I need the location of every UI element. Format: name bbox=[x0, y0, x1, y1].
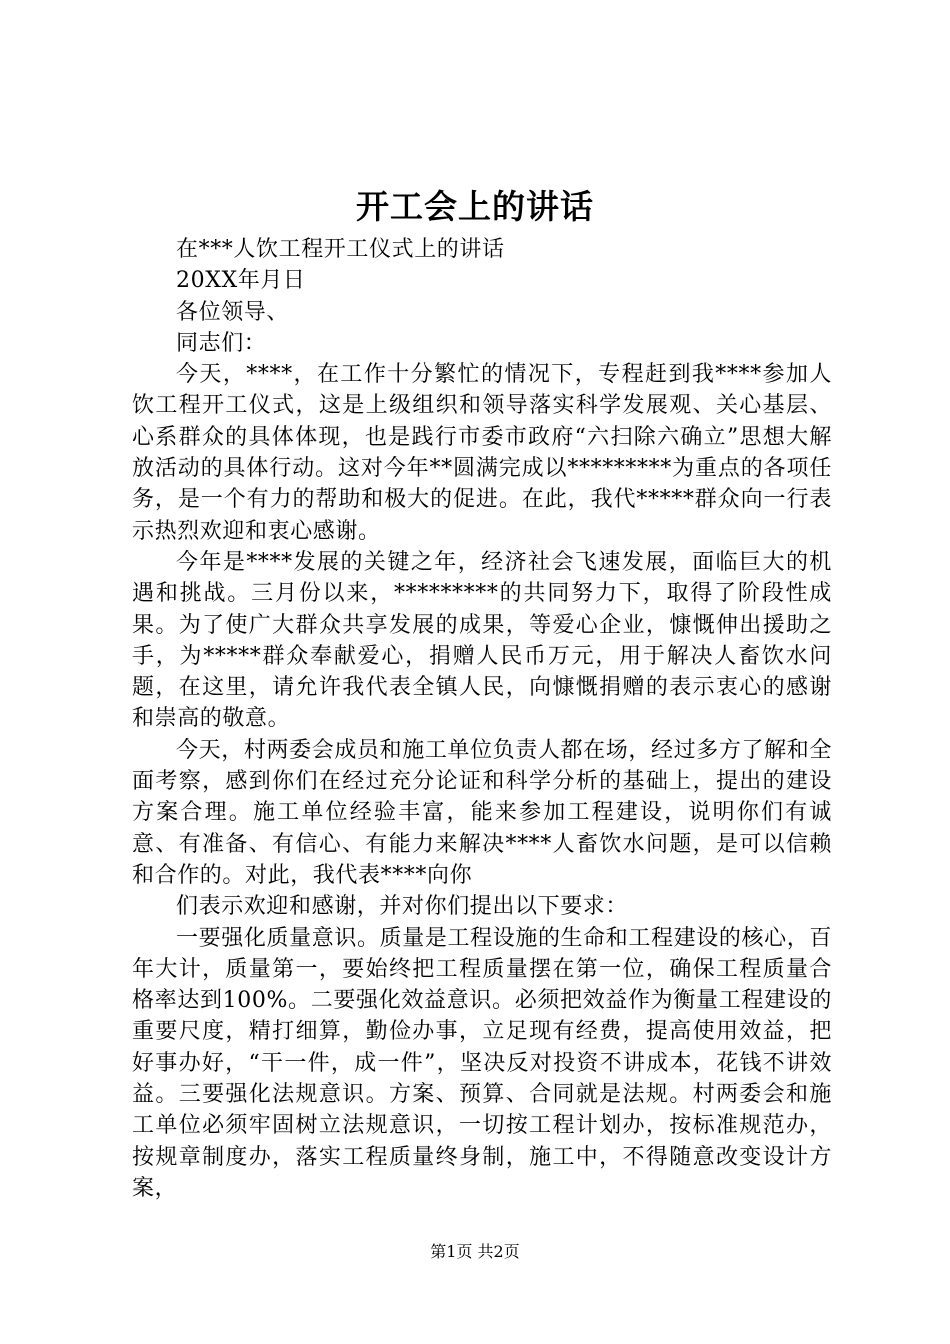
paragraph: 们表示欢迎和感谢，并对你们提出以下要求： bbox=[176, 894, 629, 920]
page-footer: 第1页 共2页 bbox=[430, 1242, 520, 1261]
salutation-line-2: 同志们： bbox=[176, 330, 267, 356]
paragraph: 今年是****发展的关键之年，经济社会飞速发展，面临巨大的机遇和挑战。三月份以来，*********的共同努力下，取得了阶段性成果。为了使广大群众共享发展的成果，等爱心企业，慷慨伸出援助之手，为*****群众奉献爱心，捐赠人民币万元，用于解决人畜饮水问题，在这里，请允许我代表全镇人民，向慷慨捐赠的表示衷心的感谢和崇高的敬意。 bbox=[132, 549, 832, 732]
document-body bbox=[132, 234, 832, 1204]
speech-date: 20XX年月日 bbox=[176, 268, 306, 294]
paragraph: 一要强化质量意识。质量是工程设施的生命和工程建设的核心，百年大计，质量第一，要始终把工程质量摆在第一位，确保工程质量合格率达到100%。二要强化效益意识。必须把效益作为衡量工程建设的重要尺度，精打细算，勤俭办事，立足现有经费，提高使用效益，把好事办好，“干一件，成一件”，坚决反对投资不讲成本，花钱不讲效益。三要强化法规意识。方案、预算、合同就是法规。村两委会和施工单位必须牢固树立法规意识，一切按工程计划办，按标准规范办，按规章制度办，落实工程质量终身制，施工中，不得随意改变设计方案， bbox=[132, 925, 832, 1201]
document-title: 开工会上的讲话 bbox=[356, 187, 594, 226]
paragraph: 今天，****，在工作十分繁忙的情况下，专程赶到我****参加人饮工程开工仪式，这是上级组织和领导落实科学发展观、关心基层、心系群众的具体体现，也是践行市委市政府“六扫除六确立”思想大解放活动的具体行动。这对今年**圆满完成以*********为重点的各项任务，是一个有力的帮助和极大的促进。在此，我代*****群众向一行表示热烈欢迎和衷心感谢。 bbox=[132, 362, 832, 544]
paragraph: 今天，村两委会成员和施工单位负责人都在场，经过多方了解和全面考察，感到你们在经过充分论证和科学分析的基础上，提出的建设方案合理。施工单位经验丰富，能来参加工程建设，说明你们有诚意、有准备、有信心、有能力来解决****人畜饮水问题，是可以信赖和合作的。对此，我代表****向你 bbox=[132, 737, 832, 888]
speech-subtitle: 在***人饮工程开工仪式上的讲话 bbox=[176, 237, 505, 262]
salutation-line-1: 各位领导、 bbox=[176, 299, 290, 325]
